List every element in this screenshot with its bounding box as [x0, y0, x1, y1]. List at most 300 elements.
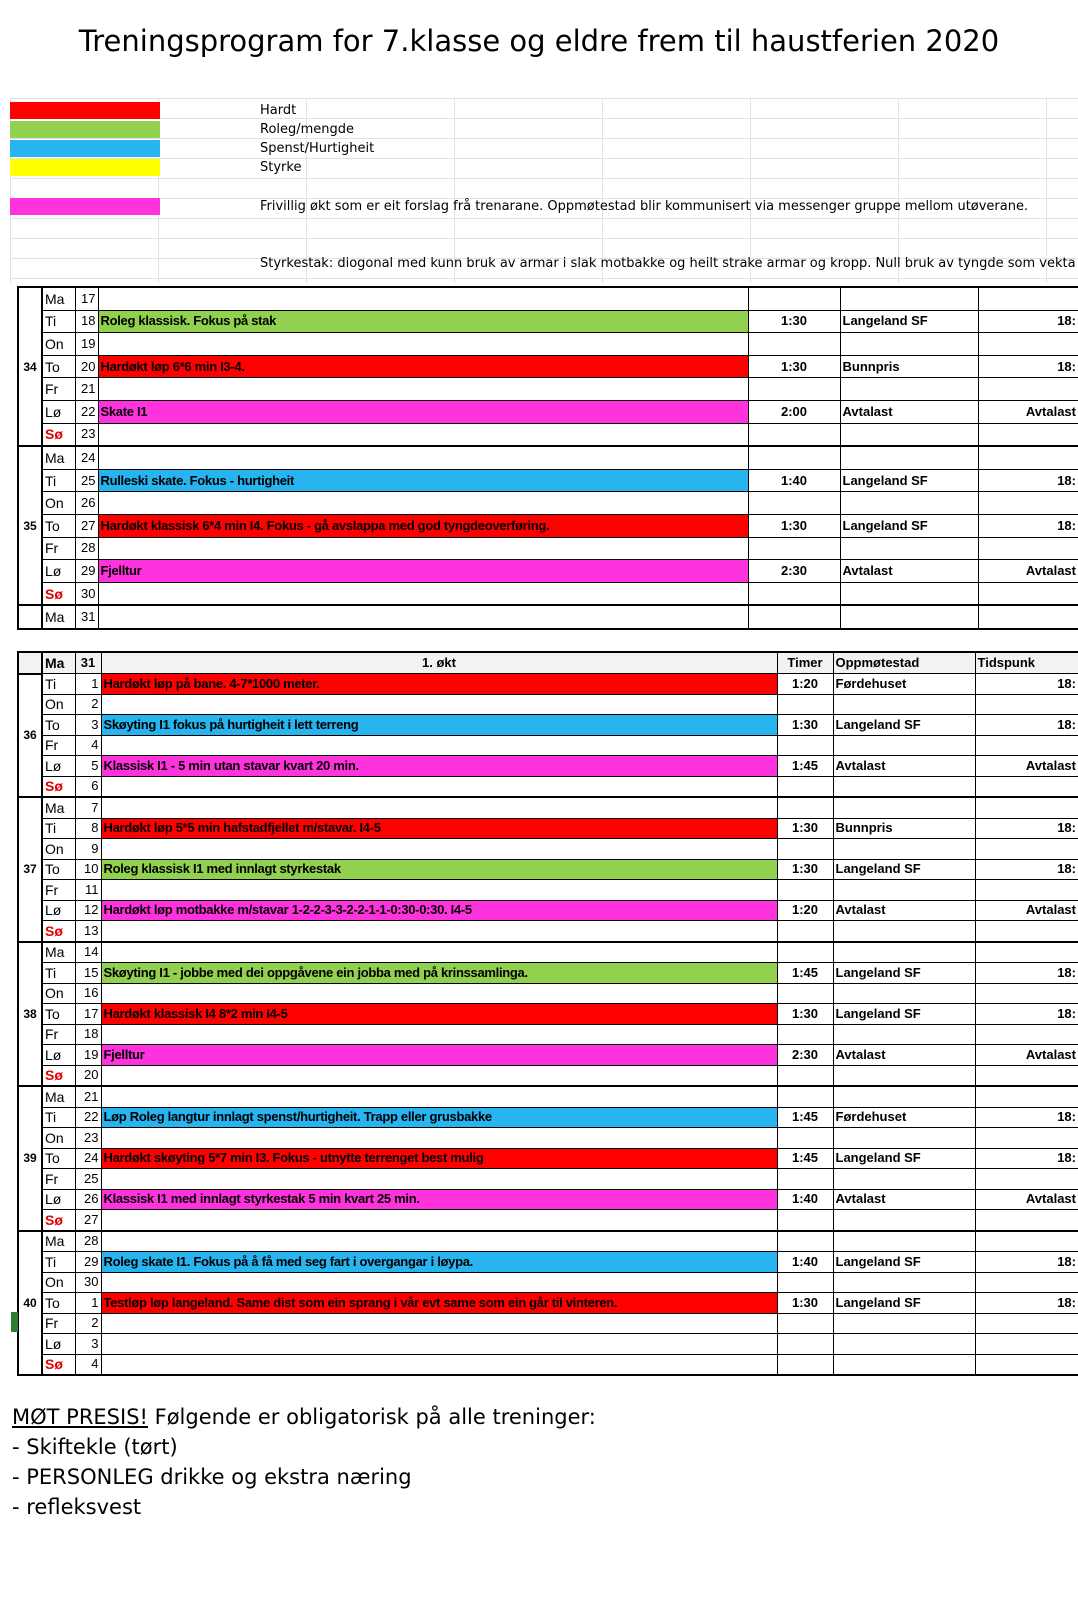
date-cell: 28	[75, 1231, 101, 1252]
date-cell: 22	[75, 1107, 101, 1128]
table-row	[18, 1004, 1078, 1025]
time-of-day-cell: Avtalast	[975, 1045, 1078, 1066]
day-cell: Ti	[42, 310, 75, 333]
place-cell	[840, 378, 978, 401]
workout-cell	[101, 1128, 777, 1149]
place-cell	[833, 983, 975, 1004]
duration-cell: 1:40	[748, 469, 840, 492]
table-row	[18, 963, 1078, 984]
column-header-tidspunkt: Tidspunk	[975, 652, 1078, 674]
place-cell	[833, 694, 975, 715]
time-of-day-cell: Avtalast	[978, 400, 1078, 423]
duration-cell: 1:30	[777, 818, 833, 839]
workout-cell	[98, 378, 748, 401]
time-of-day-cell	[975, 921, 1078, 942]
place-cell	[840, 537, 978, 560]
duration-cell	[777, 1086, 833, 1107]
place-cell: Avtalast	[833, 1189, 975, 1210]
place-cell: Avtalast	[833, 756, 975, 777]
place-cell: Langeland SF	[833, 1293, 975, 1314]
day-cell: Fr	[42, 378, 75, 401]
date-cell: 13	[75, 921, 101, 942]
workout-cell	[101, 983, 777, 1004]
workout-cell	[101, 1024, 777, 1045]
day-cell: Sø	[42, 921, 75, 942]
date-cell: 21	[75, 378, 98, 401]
workout-cell: Skøyting I1 fokus på hurtigheit i lett terreng	[101, 715, 777, 736]
table-row	[18, 1231, 1078, 1252]
place-cell: Langeland SF	[833, 1004, 975, 1025]
time-of-day-cell	[978, 287, 1078, 310]
place-cell: Avtalast	[833, 900, 975, 921]
table-row	[18, 694, 1078, 715]
table-row	[18, 756, 1078, 777]
date-cell: 15	[75, 963, 101, 984]
time-of-day-cell: 18:	[975, 1148, 1078, 1169]
place-cell	[833, 1128, 975, 1149]
place-cell: Langeland SF	[833, 859, 975, 880]
time-of-day-cell	[975, 1024, 1078, 1045]
duration-cell	[777, 1334, 833, 1355]
date-cell: 26	[75, 1189, 101, 1210]
footer-item: - Skiftekle (tørt)	[12, 1435, 178, 1459]
duration-cell: 1:30	[777, 859, 833, 880]
workout-cell	[101, 1272, 777, 1293]
place-cell	[833, 1169, 975, 1190]
duration-cell	[777, 1231, 833, 1252]
date-cell: 4	[75, 1354, 101, 1375]
table-row	[18, 310, 1078, 333]
week-number	[18, 652, 42, 674]
time-of-day-cell	[975, 942, 1078, 963]
time-of-day-cell	[975, 1210, 1078, 1231]
time-of-day-cell	[978, 446, 1078, 469]
day-cell: Ma	[42, 1086, 75, 1107]
date-cell: 27	[75, 1210, 101, 1231]
time-of-day-cell	[975, 1231, 1078, 1252]
workout-cell: Hardøkt klassisk I4 8*2 min I4-5	[101, 1004, 777, 1025]
duration-cell: 1:20	[777, 900, 833, 921]
workout-cell	[101, 1231, 777, 1252]
empty-cell	[840, 605, 978, 629]
day-cell: Fr	[42, 1024, 75, 1045]
date-cell: 2	[75, 694, 101, 715]
date-cell: 20	[75, 1065, 101, 1086]
column-header-timer: Timer	[777, 652, 833, 674]
day-cell: Fr	[42, 537, 75, 560]
day-cell: Sø	[42, 1210, 75, 1231]
table-row	[18, 560, 1078, 583]
date-cell: 18	[75, 310, 98, 333]
date-cell: 5	[75, 756, 101, 777]
workout-cell: Fjelltur	[98, 560, 748, 583]
duration-cell	[777, 1128, 833, 1149]
day-cell: Ti	[42, 674, 75, 695]
duration-cell: 1:30	[777, 1293, 833, 1314]
table-row	[18, 715, 1078, 736]
row-marker	[11, 1312, 18, 1332]
table-row	[18, 378, 1078, 401]
time-of-day-cell	[975, 839, 1078, 860]
duration-cell: 1:45	[777, 1148, 833, 1169]
legend-text-hard: Hardt	[260, 103, 297, 118]
place-cell: Bunnpris	[840, 355, 978, 378]
workout-cell: Hardøkt skøyting 5*7 min I3. Fokus - utnytte terrenget best mulig	[101, 1148, 777, 1169]
workout-cell	[101, 735, 777, 756]
schedule-table-weeks-36-40	[17, 651, 1078, 1376]
day-cell: On	[42, 839, 75, 860]
place-cell	[833, 839, 975, 860]
table-row	[18, 1354, 1078, 1375]
day-cell: On	[42, 983, 75, 1004]
duration-cell	[777, 735, 833, 756]
day-cell: Sø	[42, 1354, 75, 1375]
place-cell: Langeland SF	[833, 963, 975, 984]
place-cell	[840, 446, 978, 469]
date-cell: 29	[75, 1252, 101, 1273]
day-cell: Fr	[42, 880, 75, 901]
date-cell: 18	[75, 1024, 101, 1045]
duration-cell	[777, 1210, 833, 1231]
duration-cell	[777, 1313, 833, 1334]
day-cell: Lø	[42, 900, 75, 921]
workout-cell: Fjelltur	[101, 1045, 777, 1066]
table-row	[18, 797, 1078, 818]
place-cell	[833, 1024, 975, 1045]
legend	[10, 98, 1078, 283]
day-cell: Ti	[42, 818, 75, 839]
date-cell: 31	[75, 652, 101, 674]
time-of-day-cell	[978, 378, 1078, 401]
time-of-day-cell	[975, 1169, 1078, 1190]
place-cell	[840, 333, 978, 356]
date-cell: 20	[75, 355, 98, 378]
page-title: Treningsprogram for 7.klasse og eldre frem til haustferien 2020	[78, 24, 1000, 58]
time-of-day-cell	[978, 492, 1078, 515]
place-cell	[833, 1065, 975, 1086]
place-cell	[833, 1334, 975, 1355]
workout-cell	[101, 1313, 777, 1334]
place-cell	[840, 423, 978, 446]
workout-cell	[101, 1065, 777, 1086]
workout-cell	[98, 582, 748, 605]
table-row	[18, 942, 1078, 963]
workout-cell	[101, 1210, 777, 1231]
place-cell	[840, 582, 978, 605]
table-row	[18, 880, 1078, 901]
week-number	[18, 605, 42, 629]
duration-cell: 1:30	[748, 514, 840, 537]
duration-cell	[777, 1169, 833, 1190]
place-cell	[840, 287, 978, 310]
workout-cell: Hardøkt løp motbakke m/stavar 1-2-2-3-3-2-2-1-1-0:30-0:30. I4-5	[101, 900, 777, 921]
place-cell: Langeland SF	[833, 1148, 975, 1169]
date-cell: 29	[75, 560, 98, 583]
place-cell	[840, 492, 978, 515]
date-cell: 19	[75, 1045, 101, 1066]
duration-cell: 1:30	[748, 310, 840, 333]
workout-cell	[101, 1354, 777, 1375]
workout-cell: Skate I1	[98, 400, 748, 423]
table-row	[18, 469, 1078, 492]
day-cell: On	[42, 1272, 75, 1293]
week-number: 35	[18, 446, 42, 605]
footer-notes	[12, 1402, 596, 1522]
day-cell: Ti	[42, 963, 75, 984]
workout-cell: Klassisk I1 - 5 min utan stavar kvart 20 min.	[101, 756, 777, 777]
table-row	[18, 492, 1078, 515]
workout-cell	[101, 797, 777, 818]
place-cell	[833, 880, 975, 901]
workout-cell	[98, 446, 748, 469]
place-cell: Førdehuset	[833, 1107, 975, 1128]
time-of-day-cell: 18:	[975, 1107, 1078, 1128]
duration-cell	[777, 1024, 833, 1045]
workout-cell	[101, 1334, 777, 1355]
date-cell: 28	[75, 537, 98, 560]
day-cell: To	[42, 1293, 75, 1314]
workout-cell	[98, 333, 748, 356]
place-cell	[833, 921, 975, 942]
table-row	[18, 1293, 1078, 1314]
workout-cell	[98, 492, 748, 515]
time-of-day-cell	[975, 880, 1078, 901]
place-cell: Bunnpris	[833, 818, 975, 839]
place-cell: Avtalast	[833, 1045, 975, 1066]
week-number: 40	[18, 1231, 42, 1376]
duration-cell: 2:30	[748, 560, 840, 583]
date-cell: 24	[75, 1148, 101, 1169]
duration-cell: 2:00	[748, 400, 840, 423]
duration-cell	[777, 1354, 833, 1375]
legend-text-spenst: Spenst/Hurtigheit	[260, 141, 375, 156]
date-cell: 17	[75, 287, 98, 310]
place-cell: Langeland SF	[833, 715, 975, 736]
workout-cell	[101, 880, 777, 901]
table-row	[18, 355, 1078, 378]
workout-cell: Hardøkt løp 6*6 min I3-4.	[98, 355, 748, 378]
place-cell	[833, 1354, 975, 1375]
legend-text-styrke: Styrke	[260, 160, 302, 175]
time-of-day-cell	[978, 582, 1078, 605]
day-cell: Ma	[42, 446, 75, 469]
footer-item: - PERSONLEG drikke og ekstra næring	[12, 1465, 412, 1489]
duration-cell	[748, 378, 840, 401]
table-row	[18, 446, 1078, 469]
time-of-day-cell: 18:	[975, 674, 1078, 695]
empty-cell	[98, 605, 748, 629]
day-cell: Lø	[42, 400, 75, 423]
place-cell	[833, 1210, 975, 1231]
place-cell: Langeland SF	[833, 1252, 975, 1273]
day-cell: Ti	[42, 1252, 75, 1273]
table-row	[18, 582, 1078, 605]
duration-cell	[777, 983, 833, 1004]
table-row	[18, 735, 1078, 756]
column-header-oppmotestad: Oppmøtestad	[833, 652, 975, 674]
time-of-day-cell: 18:	[975, 1004, 1078, 1025]
legend-swatch-hard	[10, 102, 160, 119]
time-of-day-cell	[975, 694, 1078, 715]
table-row	[18, 287, 1078, 310]
day-cell: To	[42, 1148, 75, 1169]
time-of-day-cell	[975, 983, 1078, 1004]
day-cell: Fr	[42, 735, 75, 756]
date-cell: 8	[75, 818, 101, 839]
table-row	[18, 514, 1078, 537]
table-row	[18, 839, 1078, 860]
workout-cell: Hardøkt løp på bane. 4-7*1000 meter.	[101, 674, 777, 695]
legend-swatch-frivillig	[10, 198, 160, 215]
week-number: 37	[18, 797, 42, 942]
week-number: 39	[18, 1086, 42, 1231]
table-row	[18, 1313, 1078, 1334]
duration-cell: 1:40	[777, 1252, 833, 1273]
time-of-day-cell	[975, 735, 1078, 756]
time-of-day-cell	[978, 423, 1078, 446]
week-number: 34	[18, 287, 42, 446]
workout-cell	[98, 537, 748, 560]
place-cell	[833, 942, 975, 963]
workout-cell	[101, 839, 777, 860]
day-cell: Sø	[42, 423, 75, 446]
date-cell: 21	[75, 1086, 101, 1107]
day-cell: Ma	[42, 605, 75, 629]
time-of-day-cell	[975, 1086, 1078, 1107]
date-cell: 26	[75, 492, 98, 515]
place-cell: Langeland SF	[840, 310, 978, 333]
duration-cell	[777, 1272, 833, 1293]
empty-cell	[748, 605, 840, 629]
duration-cell	[748, 446, 840, 469]
day-cell: Sø	[42, 582, 75, 605]
day-cell: Lø	[42, 1334, 75, 1355]
workout-cell: Testløp løp langeland. Same dist som ein sprang i vår evt same som ein går til vinteren.	[101, 1293, 777, 1314]
day-cell: To	[42, 1004, 75, 1025]
place-cell	[833, 797, 975, 818]
workout-cell	[101, 1169, 777, 1190]
day-cell: Ti	[42, 469, 75, 492]
day-cell: To	[42, 859, 75, 880]
time-of-day-cell	[978, 537, 1078, 560]
workout-cell	[101, 776, 777, 797]
duration-cell: 1:30	[777, 1004, 833, 1025]
duration-cell: 1:30	[777, 715, 833, 736]
day-cell: To	[42, 514, 75, 537]
place-cell	[833, 1313, 975, 1334]
legend-text-frivillig: Frivillig økt som er eit forslag frå trenarane. Oppmøtestad blir kommunisert via messenger gruppe mellom utøverane.	[260, 199, 1029, 214]
table-row	[18, 1065, 1078, 1086]
duration-cell: 1:45	[777, 963, 833, 984]
day-cell: Ti	[42, 1107, 75, 1128]
table-row	[18, 1128, 1078, 1149]
duration-cell: 1:20	[777, 674, 833, 695]
time-of-day-cell	[975, 1313, 1078, 1334]
footer-line1: Følgende er obligatorisk på alle treninger:	[147, 1405, 596, 1429]
time-of-day-cell	[975, 1272, 1078, 1293]
place-cell	[833, 776, 975, 797]
footer-item: - refleksvest	[12, 1495, 142, 1519]
day-cell: On	[42, 1128, 75, 1149]
duration-cell	[777, 880, 833, 901]
place-cell: Avtalast	[840, 400, 978, 423]
day-cell: Lø	[42, 560, 75, 583]
time-of-day-cell	[975, 1354, 1078, 1375]
time-of-day-cell: 18:	[978, 355, 1078, 378]
legend-swatch-styrke	[10, 159, 160, 176]
day-cell: Ma	[42, 1231, 75, 1252]
workout-cell: Hardøkt løp 5*5 min hafstadfjellet m/stavar. I4-5	[101, 818, 777, 839]
workout-cell	[101, 921, 777, 942]
workout-cell: Rulleski skate. Fokus - hurtigheit	[98, 469, 748, 492]
place-cell	[833, 1086, 975, 1107]
table-row	[18, 818, 1078, 839]
workout-cell	[101, 694, 777, 715]
time-of-day-cell: 18:	[978, 310, 1078, 333]
table-row	[18, 333, 1078, 356]
duration-cell	[748, 287, 840, 310]
duration-cell	[777, 1065, 833, 1086]
place-cell: Avtalast	[840, 560, 978, 583]
day-cell: Fr	[42, 1169, 75, 1190]
table-row	[18, 921, 1078, 942]
time-of-day-cell: 18:	[975, 1252, 1078, 1273]
week-number: 36	[18, 674, 42, 798]
date-cell: 23	[75, 1128, 101, 1149]
table-row	[18, 1086, 1078, 1107]
workout-cell	[101, 1086, 777, 1107]
time-of-day-cell: 18:	[978, 469, 1078, 492]
table-row	[18, 674, 1078, 695]
table-row	[18, 776, 1078, 797]
date-cell: 2	[75, 1313, 101, 1334]
workout-cell	[101, 942, 777, 963]
day-cell: On	[42, 333, 75, 356]
date-cell: 14	[75, 942, 101, 963]
workout-cell: Klassisk I1 med innlagt styrkestak 5 min kvart 25 min.	[101, 1189, 777, 1210]
place-cell	[833, 1272, 975, 1293]
time-of-day-cell	[975, 1334, 1078, 1355]
workout-cell	[98, 287, 748, 310]
table-header-row	[18, 652, 1078, 674]
day-cell: To	[42, 715, 75, 736]
date-cell: 25	[75, 1169, 101, 1190]
table-row	[18, 900, 1078, 921]
time-of-day-cell	[975, 797, 1078, 818]
time-of-day-cell: 18:	[975, 818, 1078, 839]
time-of-day-cell: 18:	[975, 715, 1078, 736]
time-of-day-cell: Avtalast	[978, 560, 1078, 583]
day-cell: To	[42, 355, 75, 378]
time-of-day-cell: Avtalast	[975, 756, 1078, 777]
table-row	[18, 423, 1078, 446]
table-row	[18, 400, 1078, 423]
time-of-day-cell: 18:	[975, 1293, 1078, 1314]
date-cell: 25	[75, 469, 98, 492]
date-cell: 17	[75, 1004, 101, 1025]
day-cell: Sø	[42, 1065, 75, 1086]
date-cell: 31	[75, 605, 98, 629]
date-cell: 9	[75, 839, 101, 860]
date-cell: 4	[75, 735, 101, 756]
time-of-day-cell	[975, 776, 1078, 797]
table-row	[18, 1024, 1078, 1045]
workout-cell: Løp Roleg langtur innlagt spenst/hurtigheit. Trapp eller grusbakke	[101, 1107, 777, 1128]
time-of-day-cell: 18:	[975, 859, 1078, 880]
date-cell: 7	[75, 797, 101, 818]
date-cell: 23	[75, 423, 98, 446]
date-cell: 22	[75, 400, 98, 423]
